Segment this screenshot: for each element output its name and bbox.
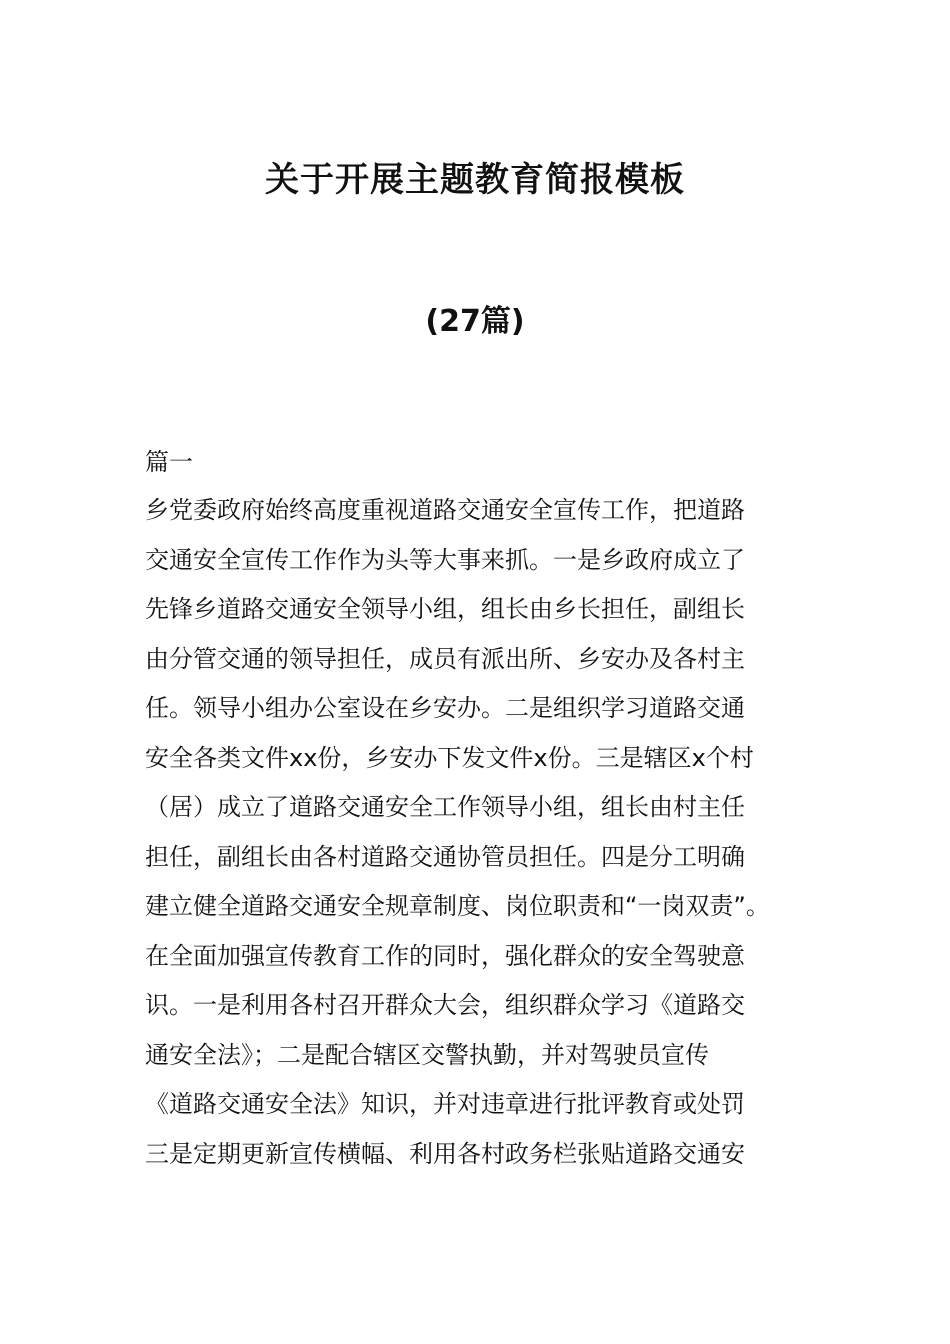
paragraph-line: 交通安全宣传工作作为头等大事来抓。一是乡政府成立了 bbox=[145, 545, 745, 574]
paragraph-line: 通安全法》；二是配合辖区交警执勤，并对驾驶员宣传 bbox=[145, 1040, 709, 1069]
document-title: 关于开展主题教育简报模板 bbox=[265, 160, 685, 200]
paragraph-line: 任。领导小组办公室设在乡安办。二是组织学习道路交通 bbox=[145, 694, 745, 722]
paragraph-line: 安全各类文件xx份，乡安办下发文件x份。三是辖区x个村 bbox=[145, 743, 754, 772]
document-subtitle: (27篇) bbox=[425, 304, 525, 339]
paragraph-line: 由分管交通的领导担任，成员有派出所、乡安办及各村主 bbox=[145, 644, 745, 673]
paragraph-line: 识。一是利用各村召开群众大会，组织群众学习《道路交 bbox=[145, 991, 745, 1019]
paragraph-line: 建立健全道路交通安全规章制度、岗位职责和“一岗双责”。 bbox=[145, 892, 770, 920]
paragraph-line: 《道路交通安全法》知识，并对违章进行批评教育或处罚 bbox=[145, 1090, 745, 1118]
body-text bbox=[145, 486, 810, 1179]
paragraph-line: 在全面加强宣传教育工作的同时，强化群众的安全驾驶意 bbox=[145, 941, 745, 970]
paragraph-line: 担任，副组长由各村道路交通协管员担任。四是分工明确 bbox=[145, 842, 745, 871]
paragraph-line: 先锋乡道路交通安全领导小组，组长由乡长担任，副组长 bbox=[145, 595, 745, 623]
section-label: 篇一 bbox=[145, 448, 193, 476]
paragraph-line: （居）成立了道路交通安全工作领导小组，组长由村主任 bbox=[145, 793, 745, 821]
paragraph-line: 三是定期更新宣传横幅、利用各村政务栏张贴道路交通安 bbox=[145, 1139, 745, 1168]
paragraph-line: 乡党委政府始终高度重视道路交通安全宣传工作，把道路 bbox=[145, 496, 745, 524]
